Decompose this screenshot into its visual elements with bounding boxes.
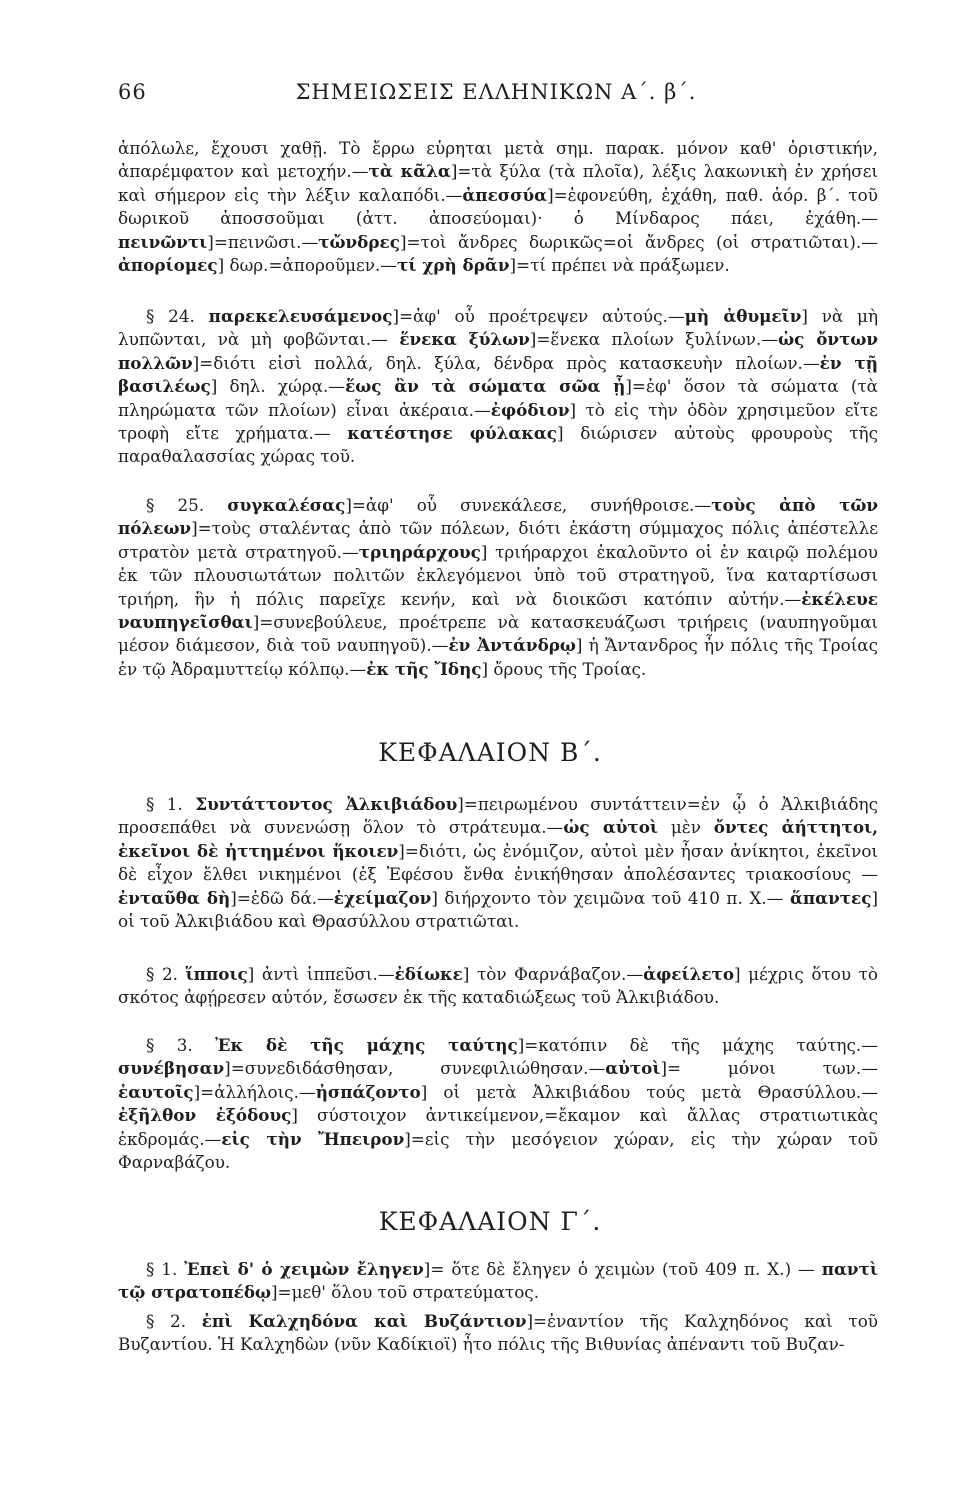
keyword: τοὺς ἀπὸ τῶν πόλεων xyxy=(118,495,879,539)
keyword: ἐδίωκε xyxy=(394,964,463,984)
keyword: ἀπεσσύα xyxy=(462,184,548,205)
paragraph-section-24: § 24. παρεκελευσάμενος]=ἀφ' οὗ προέτρεψεν αὐτούς.—μὴ ἀθυμεῖν] νὰ μὴ λυπῶνται, νὰ μὴ φοβῶνται.— ἕνεκα ξύλων]=ἕνεκα πλοίων ξυλίνων.—ὡς ὄντων πολλῶν]=διότι εἰσὶ πολλά, δηλ. ξύλα, δένδρα πρὸς κατασκευὴν πλοίων.—ἐν τῇ βασιλέως] δηλ. χώρᾳ.—ἕως ἂν τὰ σώματα σῶα ᾖ]=ἐφ' ὅσον τὰ σώματα (τὰ πληρώματα τῶν πλοίων) εἶναι ἀκέραια.—ἐφόδιον] τὸ εἰς τὴν ὁδὸν χρησιμεῦον εἴτε τροφὴ εἴτε χρήματα.— κατέστησε φύλακας] διώρισεν αὐτοὺς φρουροὺς τῆς παραθαλασσίας χώρας τοῦ. xyxy=(118,306,879,467)
chapter-heading-3: ΚΕΦΑΛΑΙΟΝ Γ΄. xyxy=(378,1207,602,1236)
paragraph-notes-cont: ἀπόλωλε, ἔχουσι χαθῇ. Τὸ ἔρρω εὑρηται μετὰ σημ. παρακ. μόνον καθ' ὁριστικήν, ἀπαρέμφατον καὶ μετοχήν.—τὰ κᾶλα]=τὰ ξύλα (τὰ πλοῖα), λέξις λακωνικὴ ἐν χρήσει καὶ σήμερον εἰς τὴν λέξιν καλαπόδι.—ἀπεσσύα]=ἐφονεύθη, ἐχάθη, παθ. ἀόρ. β΄. τοῦ δωρικοῦ ἀποσσοῦμαι (ἀττ. ἀποσεύομαι)· ὁ Μίνδαρος πάει, ἐχάθη.—πεινῶντι]=πεινῶσι.—τὤνδρες]=τοὶ ἄνδρες δωρικῶς=οἱ ἄνδρες (οἱ στρατιῶται).—ἀπορίομες] δωρ.=ἀποροῦμεν.—τί χρὴ δρᾶν]=τί πρέπει νὰ πράξωμεν. xyxy=(118,138,878,276)
keyword: ἐν Ἀντάνδρῳ xyxy=(448,635,576,656)
keyword: ἐνταῦθα δὴ xyxy=(118,887,231,908)
keyword: εἰς τὴν Ἤπειρον xyxy=(221,1128,405,1149)
keyword: συνέβησαν xyxy=(118,1058,225,1079)
keyword: ἐφόδιον xyxy=(490,399,570,420)
page-number: 66 xyxy=(118,80,147,104)
keyword: ἅπαντες xyxy=(789,887,872,908)
keyword: ἐχείμαζον xyxy=(333,887,432,908)
keyword: ὡς ὄντων πολλῶν xyxy=(118,329,878,373)
keyword: ἑαυτοῖς xyxy=(118,1081,194,1102)
paragraph-ch2-section-3: § 3. Ἐκ δὲ τῆς μάχης ταύτης]=κατόπιν δὲ τῆς μάχης ταύτης.—συνέβησαν]=συνεδιδάσθησαν, συνεφιλιώθησαν.—αὐτοὶ]= μόνοι των.—ἑαυτοῖς]=ἀλλήλοις.—ἠσπάζοντο] οἱ μετὰ Ἀλκιβιάδου τούς μετὰ Θρασύλλου.—ἐξῆλθον ἐξόδους] σύστοιχον ἀντικείμενον,=ἔκαμον καὶ ἄλλας στρατιωτικὰς ἐκδρομάς.—εἰς τὴν Ἤπειρον]=εἰς τὴν μεσόγειον χώραν, εἰς τὴν χώραν τοῦ Φαρναβάζου. xyxy=(118,1035,878,1173)
keyword: Συντάττοντος Ἀλκιβιάδου xyxy=(195,794,458,814)
keyword: ἀφείλετο xyxy=(643,964,735,984)
paragraph-ch2-section-2: § 2. ἵπποις] ἀντὶ ἱππεῦσι.—ἐδίωκε] τὸν Φαρνάβαζον.—ἀφείλετο] μέχρις ὅτου τὸ σκότος ἀφῄρεσεν αὐτόν, ἔσωσεν ἐκ τῆς καταδιώξεως τοῦ Ἀλκιβιάδου. xyxy=(118,964,879,1008)
keyword: παντὶ τῷ στρατοπέδῳ xyxy=(118,1259,878,1303)
page-header xyxy=(118,80,874,114)
keyword: ἕνεκα ξύλων xyxy=(399,329,530,350)
keyword: τριηράρχους xyxy=(358,541,481,562)
keyword: ἐκ τῆς Ἴδης xyxy=(366,658,482,679)
keyword: ἵπποις xyxy=(185,964,248,984)
keyword: συγκαλέσας xyxy=(227,495,346,515)
keyword: παρεκελευσάμενος xyxy=(208,306,393,326)
keyword: ἕως ἂν τὰ σώματα σῶα ᾖ xyxy=(345,376,626,397)
running-head: ΣΗΜΕΙΩΣΕΙΣ ΕΛΛΗΝΙΚΩΝ Α΄. β΄. xyxy=(295,80,697,104)
paragraph-ch2-section-1: § 1. Συντάττοντος Ἀλκιβιάδου]=πειρωμένου συντάττειν=ἐν ᾧ ὁ Ἀλκιβιάδης προσεπάθει νὰ συνενώσῃ ὅλον τὸ στράτευμα.—ὡς αὐτοὶ μὲν ὄντες ἀήττητοι, ἐκεῖνοι δὲ ἡττημένοι ἥκοιεν]=διότι, ὡς ἐνόμιζον, αὐτοὶ μὲν ἦσαν ἀνίκητοι, ἐκεῖνοι δὲ εἶχον ἔλθει νικημένοι (ἐξ Ἐφέσου ἔνθα ἐνικήθησαν ἀπολέσαντες τριακοσίους — ἐνταῦθα δὴ]=ἐδῶ δά.—ἐχείμαζον] διήρχοντο τὸν χειμῶνα τοῦ 410 π. Χ.— ἅπαντες] οἱ τοῦ Ἀλκιβιάδου καὶ Θρασύλλου στρατιῶται. xyxy=(118,794,878,932)
keyword: τὤνδρες xyxy=(318,231,400,252)
keyword: ἐπὶ Καλχηδόνα καὶ Βυζάντιον xyxy=(201,1311,527,1331)
keyword: αὐτοὶ xyxy=(605,1058,661,1079)
keyword: τί χρὴ δρᾶν xyxy=(397,255,510,276)
paragraph-ch3-section-1: § 1. Ἐπεὶ δ' ὁ χειμὼν ἔληγεν]= ὅτε δὲ ἔληγεν ὁ χειμὼν (τοῦ 409 π. Χ.) — παντὶ τῷ στρατοπέδῳ]=μεθ' ὅλου τοῦ στρατεύματος. xyxy=(118,1259,878,1303)
keyword: ἠσπάζοντο xyxy=(315,1081,421,1102)
keyword: τὰ κᾶλα xyxy=(368,161,451,182)
keyword: Ἐπεὶ δ' ὁ χειμὼν ἔληγεν xyxy=(184,1259,424,1279)
keyword: ἐν τῇ βασιλέως xyxy=(118,352,878,397)
paragraph-section-25: § 25. συγκαλέσας]=ἀφ' οὗ συνεκάλεσε, συνήθροισε.—τοὺς ἀπὸ τῶν πόλεων]=τοὺς σταλέντας ἀπὸ τῶν πόλεων, διότι ἑκάστη σύμμαχος πόλις ἀπέστελλε στρατὸν μετὰ στρατηγοῦ.—τριηράρχους] τριήραρχοι ἐκαλοῦντο οἱ ἐν καιρῷ πολέμου ἐκ τῶν πλουσιωτάτων πολιτῶν ἐκλεγόμενοι ὑπὸ τοῦ στρατηγοῦ, ἵνα καταρτίσωσι τριήρη, ἣν ἡ πόλις παρεῖχε κενήν, καὶ νὰ διοικῶσι κατόπιν αὐτήν.—ἐκέλευε ναυπηγεῖσθαι]=συνεβούλευε, προέτρεπε νὰ κατασκευάζωσι τριήρεις (ναυπηγοῦμαι μέσον διάμεσον, διὰ τοῦ ναυπηγοῦ).—ἐν Ἀντάνδρῳ] ἡ Ἄντανδρος ἦν πόλις τῆς Τροίας ἐν τῷ Ἀδραμυττείῳ κόλπῳ.—ἐκ τῆς Ἴδης] ὄρους τῆς Τροίας. xyxy=(118,495,879,679)
keyword: ἐκέλευε ναυπηγεῖσθαι xyxy=(118,588,878,633)
keyword: κατέστησε φύλακας xyxy=(347,423,558,444)
paragraph-ch3-section-2: § 2. ἐπὶ Καλχηδόνα καὶ Βυζάντιον]=ἐναντίον τῆς Καλχηδόνος καὶ τοῦ Βυζαντίου. Ἡ Καλχηδὼν (νῦν Καδίκιοϊ) ἦτο πόλις τῆς Βιθυνίας ἀπέναντι τοῦ Βυζαν- xyxy=(118,1311,879,1355)
keyword: ὄντες ἀήττητοι, ἐκεῖνοι δὲ ἡττημένοι ἥκοιεν xyxy=(118,817,878,861)
keyword: ὡς αὐτοὶ xyxy=(563,817,659,838)
keyword: Ἐκ δὲ τῆς μάχης ταύτης xyxy=(215,1035,518,1055)
keyword: πεινῶντι xyxy=(118,231,208,252)
keyword: ἀπορίομες xyxy=(118,255,218,276)
keyword: ἐξῆλθον ἐξόδους xyxy=(118,1105,292,1126)
chapter-heading-2: ΚΕΦΑΛΑΙΟΝ Β΄. xyxy=(378,738,602,767)
keyword: μὴ ἀθυμεῖν xyxy=(684,306,802,326)
